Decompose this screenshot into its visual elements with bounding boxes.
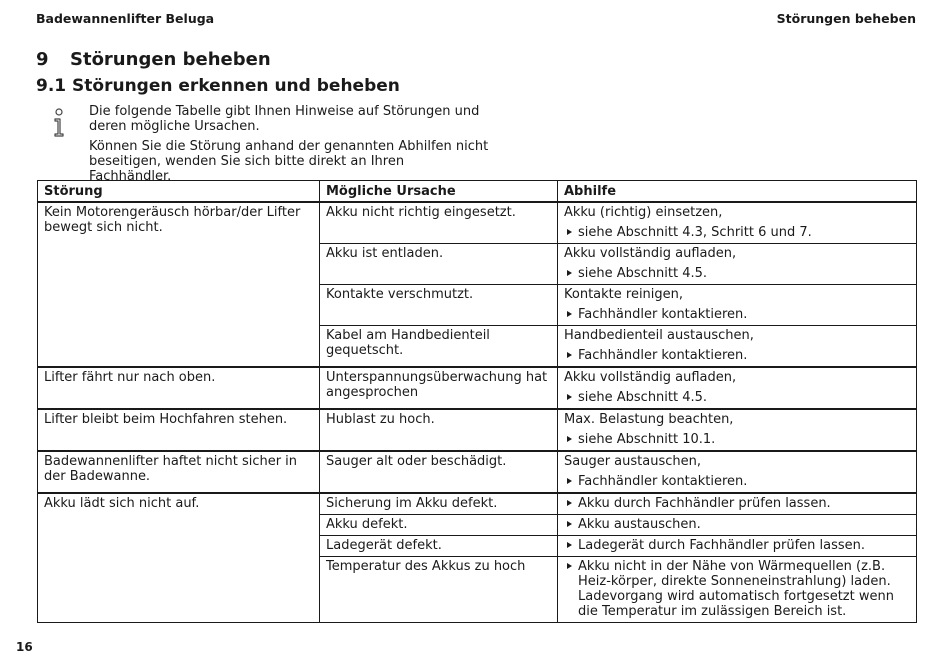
- remedy-text: Kontakte reinigen,: [564, 287, 684, 302]
- remedy-cell: [558, 367, 917, 409]
- remedy-reference: Akku nicht in der Nähe von Wärmequellen (z.B. Heiz-körper, direkte Sonneneinstrahlung) laden. Ladevorgang wird automatisch fortgesetzt wenn die Temperatur im zulässigen Bereich ist.: [564, 559, 910, 619]
- remedy-reference: Ladegerät durch Fachhändler prüfen lassen.: [564, 538, 910, 553]
- remedy-reference: Akku austauschen.: [564, 517, 910, 532]
- remedy-reference: Fachhändler kontaktieren.: [564, 348, 910, 363]
- chapter-title: Störungen beheben: [70, 49, 271, 70]
- section-title: Störungen erkennen und beheben: [72, 76, 400, 96]
- remedy-reference: siehe Abschnitt 10.1.: [564, 432, 910, 447]
- table-row: [38, 409, 917, 451]
- running-header-left: Badewannenlifter Beluga: [36, 11, 215, 26]
- remedy-text: Akku (richtig) einsetzen,: [564, 205, 723, 220]
- section-number: 9.1: [36, 76, 67, 96]
- remedy-cell: [558, 244, 917, 285]
- remedy-reference: Fachhändler kontaktieren.: [564, 307, 910, 322]
- remedy-reference: Akku durch Fachhändler prüfen lassen.: [564, 496, 910, 511]
- cause-cell: Ladegerät defekt.: [320, 536, 558, 557]
- info-paragraph-2: Können Sie die Störung anhand der genannten Abhilfen nicht beseitigen, wenden Sie sich bitte direkt an Ihren Fachhändler.: [89, 139, 489, 184]
- remedy-cell: [558, 536, 917, 557]
- remedy-text: Akku vollständig aufladen,: [564, 246, 737, 261]
- fault-cell: Badewannenlifter haftet nicht sicher in der Badewanne.: [38, 451, 320, 493]
- remedy-cell: [558, 493, 917, 515]
- info-paragraph-1: Die folgende Tabelle gibt Ihnen Hinweise auf Störungen und deren mögliche Ursachen.: [89, 104, 480, 134]
- cause-cell: Kabel am Handbedienteil gequetscht.: [320, 326, 558, 368]
- cause-cell: Akku defekt.: [320, 515, 558, 536]
- table-header-row: [38, 181, 917, 203]
- remedy-text: Max. Belastung beachten,: [564, 412, 734, 427]
- remedy-cell: [558, 326, 917, 368]
- remedy-reference: siehe Abschnitt 4.5.: [564, 390, 910, 405]
- fault-cell: Lifter fährt nur nach oben.: [38, 367, 320, 409]
- page-number: 16: [16, 640, 33, 654]
- chapter-heading: [36, 49, 271, 70]
- table-row: [38, 493, 917, 515]
- info-icon: [50, 108, 68, 138]
- cause-cell: Unterspannungsüberwachung hat angesprochen: [320, 367, 558, 409]
- remedy-reference: siehe Abschnitt 4.3, Schritt 6 und 7.: [564, 225, 910, 240]
- column-header-remedy: Abhilfe: [558, 181, 917, 203]
- remedy-text: Handbedienteil austauschen,: [564, 328, 754, 343]
- table-row: [38, 202, 917, 244]
- cause-cell: Akku ist entladen.: [320, 244, 558, 285]
- cause-cell: Hublast zu hoch.: [320, 409, 558, 451]
- cause-cell: Sauger alt oder beschädigt.: [320, 451, 558, 493]
- running-header-right: Störungen beheben: [776, 11, 916, 26]
- remedy-cell: [558, 202, 917, 244]
- remedy-cell: [558, 515, 917, 536]
- table-row: [38, 367, 917, 409]
- remedy-cell: [558, 285, 917, 326]
- remedy-cell: [558, 557, 917, 623]
- remedy-text: Akku vollständig aufladen,: [564, 370, 737, 385]
- remedy-text: Sauger austauschen,: [564, 454, 701, 469]
- cause-cell: Akku nicht richtig eingesetzt.: [320, 202, 558, 244]
- column-header-fault: Störung: [38, 181, 320, 203]
- section-heading: [36, 76, 400, 96]
- cause-cell: Kontakte verschmutzt.: [320, 285, 558, 326]
- remedy-cell: [558, 409, 917, 451]
- table-row: [38, 451, 917, 493]
- info-note: [89, 104, 489, 189]
- remedy-reference: Fachhändler kontaktieren.: [564, 474, 910, 489]
- fault-cell: Kein Motorengeräusch hörbar/der Lifter bewegt sich nicht.: [38, 202, 320, 367]
- cause-cell: Sicherung im Akku defekt.: [320, 493, 558, 515]
- column-header-cause: Mögliche Ursache: [320, 181, 558, 203]
- remedy-cell: [558, 451, 917, 493]
- troubleshooting-table: [37, 180, 917, 623]
- fault-cell: Lifter bleibt beim Hochfahren stehen.: [38, 409, 320, 451]
- chapter-number: 9: [36, 49, 49, 70]
- cause-cell: Temperatur des Akkus zu hoch: [320, 557, 558, 623]
- fault-cell: Akku lädt sich nicht auf.: [38, 493, 320, 623]
- remedy-reference: siehe Abschnitt 4.5.: [564, 266, 910, 281]
